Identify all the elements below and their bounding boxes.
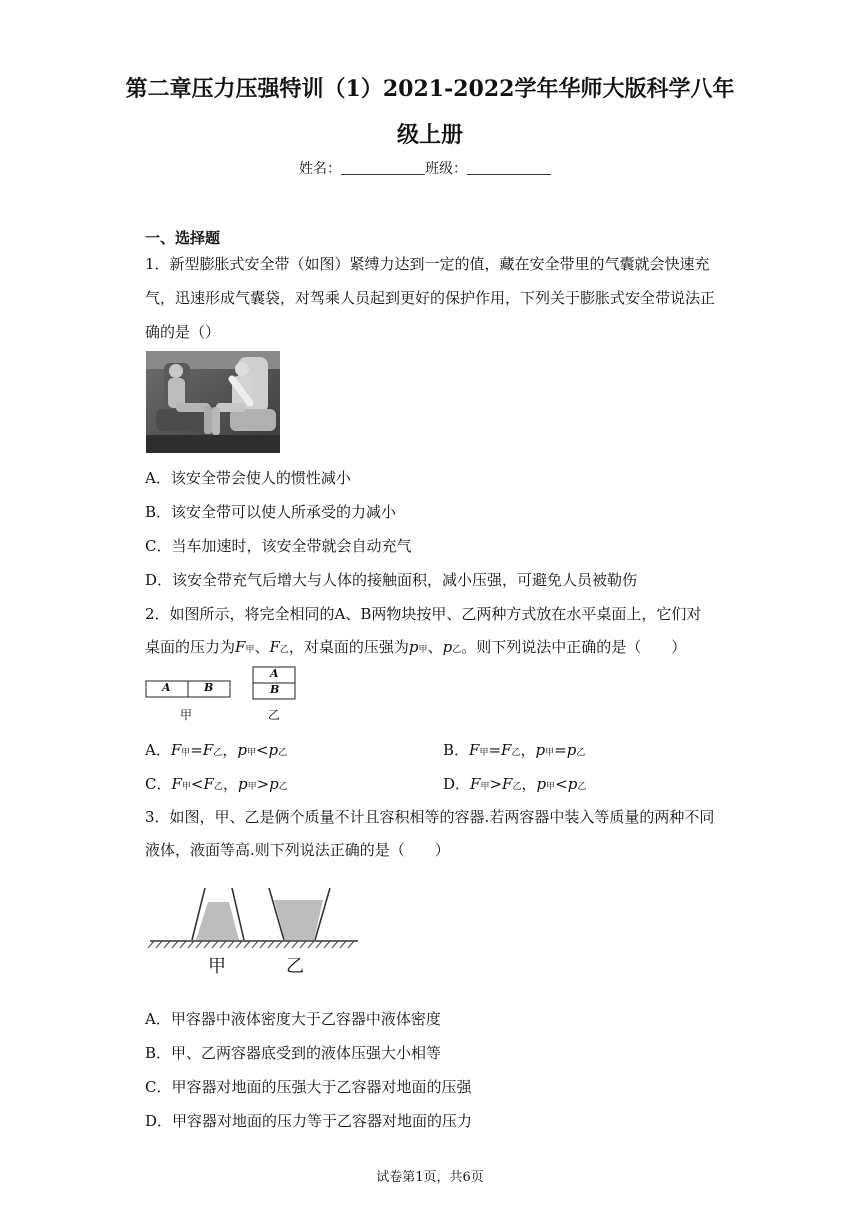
q3-option-b[interactable]: B．甲、乙两容器底受到的液体压强大小相等 [145, 1044, 442, 1062]
q1-option-b[interactable]: B．该安全带可以使人所承受的力减小 [145, 503, 397, 521]
q1-option-c[interactable]: C．当车加速时，该安全带就会自动充气 [145, 537, 412, 555]
q3-container-figure [148, 884, 360, 978]
page-footer: 试卷第1页，共6页 [376, 1170, 484, 1185]
q1-stem-line2: 气，迅速形成气囊袋，对驾乘人员起到更好的保护作用，下列关于膨胀式安全带说法正 [145, 289, 716, 307]
fig-label-yi: 乙 [268, 708, 281, 722]
q2-figure [145, 664, 305, 726]
q2-stem-line1: 2．如图所示，将完全相同的A、B两物块按甲、乙两种方式放在水平桌面上，它们对 [145, 605, 702, 623]
class-blank[interactable] [467, 160, 551, 175]
q2-stem-line2: 桌面的压力为F甲、F乙，对桌面的压强为p甲、p乙。则下列说法中正确的是（ ） [145, 638, 687, 656]
block-a-label-stacked: A [270, 667, 279, 680]
block-b-label: B [204, 681, 214, 694]
class-label: 班级： [425, 161, 467, 177]
q2-option-c[interactable]: C．F甲<F乙，p甲>p乙 [145, 775, 288, 793]
name-label: 姓名： [299, 161, 341, 177]
page-title-line2: 级上册 [396, 122, 463, 148]
q1-option-a[interactable]: A．该安全带会使人的惯性减小 [145, 469, 351, 487]
block-a-label: A [162, 681, 171, 694]
q3-option-d[interactable]: D．甲容器对地面的压力等于乙容器对地面的压力 [145, 1112, 473, 1130]
q1-stem-line3: 确的是（） [145, 323, 221, 341]
q3-stem-line1: 3．如图，甲、乙是俩个质量不计且容积相等的容器.若两容器中装入等质量的两种不同 [145, 808, 715, 826]
name-blank[interactable] [341, 160, 425, 175]
block-b-label-stacked: B [270, 683, 280, 696]
student-info [299, 158, 551, 178]
fig-label-jia: 甲 [180, 708, 193, 722]
q1-stem-line1: 1．新型膨胀式安全带（如图）紧缚力达到一定的值，藏在安全带里的气囊就会快速充 [145, 255, 710, 273]
page-title: 第二章压力压强特训（1）2021-2022学年华师大版科学八年 [125, 76, 735, 102]
q3-stem-line2: 液体，液面等高.则下列说法正确的是（ ） [145, 841, 450, 859]
q3-option-a[interactable]: A．甲容器中液体密度大于乙容器中液体密度 [145, 1010, 441, 1028]
container-label-jia: 甲 [208, 956, 226, 977]
q3-option-c[interactable]: C．甲容器对地面的压强大于乙容器对地面的压强 [145, 1078, 472, 1096]
seatbelt-photo [146, 351, 280, 453]
section-heading: 一、选择题 [145, 229, 221, 247]
container-label-yi: 乙 [286, 956, 304, 977]
q1-option-d[interactable]: D．该安全带充气后增大与人体的接触面积，减小压强，可避免人员被勒伤 [145, 571, 638, 589]
q2-option-a[interactable]: A．F甲=F乙，p甲<p乙 [145, 741, 288, 759]
q2-option-d[interactable]: D．F甲>F乙，p甲<p乙 [443, 775, 587, 793]
q2-option-b[interactable]: B．F甲=F乙，p甲=p乙 [443, 741, 586, 759]
